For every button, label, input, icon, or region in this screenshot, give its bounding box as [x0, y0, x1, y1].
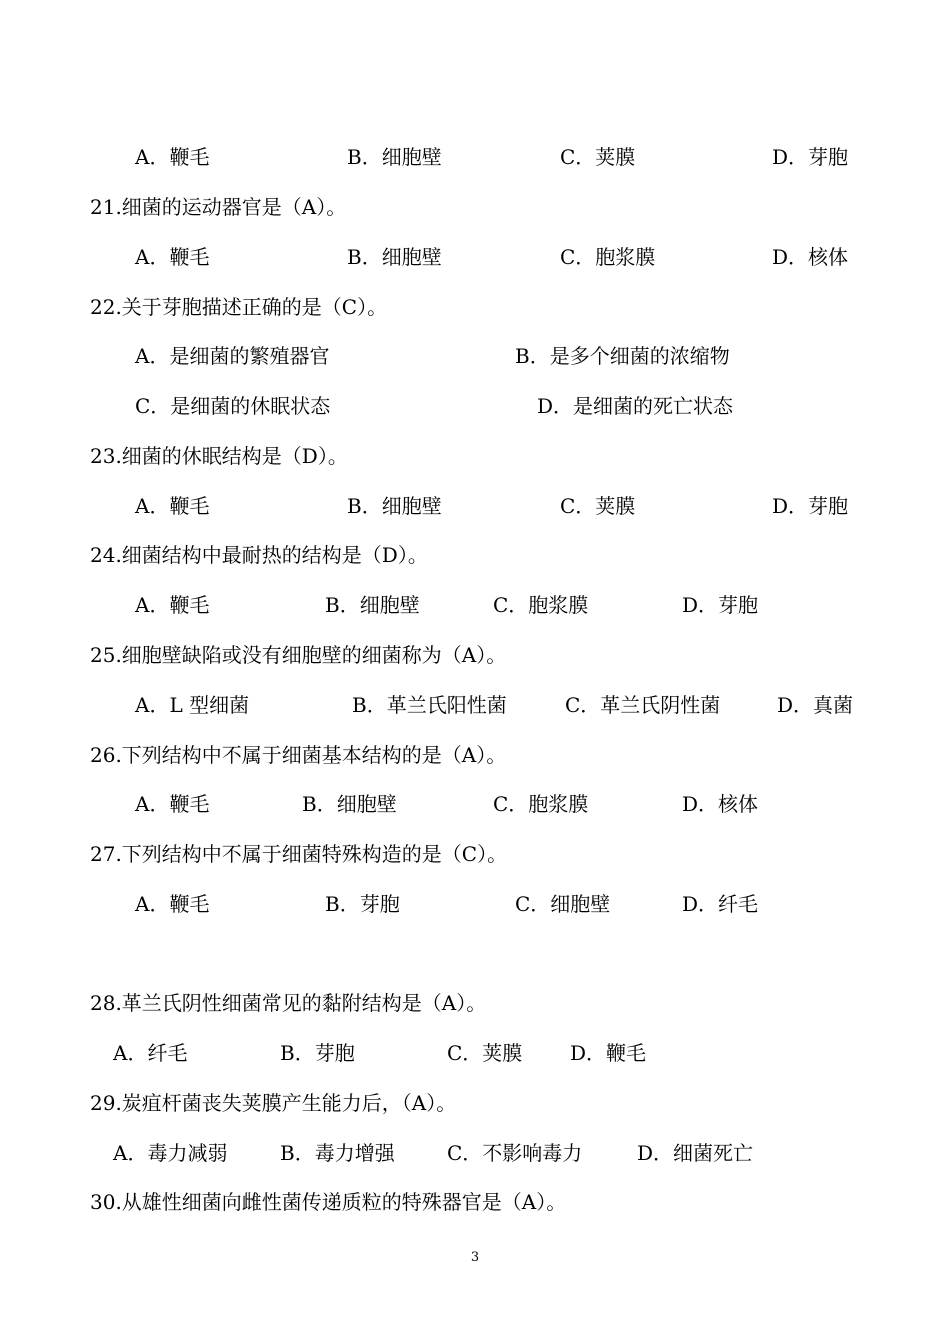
option-a: A．鞭毛: [135, 145, 210, 169]
option-a: A．是细菌的繁殖器官: [135, 344, 330, 368]
option-d: D．纤毛: [682, 892, 759, 916]
option-b: B．是多个细菌的浓缩物: [515, 344, 730, 368]
option-c: C．荚膜: [447, 1041, 523, 1065]
option-d: D．芽胞: [772, 494, 849, 518]
option-b: B．芽胞: [280, 1041, 355, 1065]
option-a: A．鞭毛: [135, 245, 210, 269]
option-d: D．是细菌的死亡状态: [537, 394, 734, 418]
option-c: C．革兰氏阴性菌: [565, 693, 721, 717]
option-b: B．细胞壁: [347, 494, 442, 518]
option-c: C．荚膜: [560, 145, 636, 169]
page-number: 3: [470, 1250, 480, 1265]
option-b: B．细胞壁: [347, 245, 442, 269]
option-d: D．芽胞: [682, 593, 759, 617]
option-a: A．鞭毛: [135, 494, 210, 518]
option-c: C．胞浆膜: [493, 792, 589, 816]
option-c: C．胞浆膜: [493, 593, 589, 617]
option-b: B．毒力增强: [280, 1141, 395, 1165]
option-a: A．L 型细菌: [135, 693, 250, 717]
question-22: 22.关于芽胞描述正确的是（C）。: [90, 295, 388, 319]
question-21: 21.细菌的运动器官是（A）。: [90, 195, 347, 219]
question-23: 23.细菌的休眠结构是（D）。: [90, 444, 348, 468]
question-30: 30.从雄性细菌向雌性菌传递质粒的特殊器官是（A）。: [90, 1190, 567, 1214]
option-c: C．是细菌的休眠状态: [135, 394, 331, 418]
question-26: 26.下列结构中不属于细菌基本结构的是（A）。: [90, 743, 507, 767]
option-b: B．细胞壁: [325, 593, 420, 617]
option-b: B．细胞壁: [347, 145, 442, 169]
option-d: D．核体: [682, 792, 759, 816]
question-28: 28.革兰氏阴性细菌常见的黏附结构是（A）。: [90, 991, 487, 1015]
option-a: A．鞭毛: [135, 792, 210, 816]
option-a: A．鞭毛: [135, 593, 210, 617]
option-b: B．芽胞: [325, 892, 400, 916]
option-d: D．细菌死亡: [637, 1141, 754, 1165]
option-a: A．毒力减弱: [113, 1141, 228, 1165]
option-d: D．鞭毛: [570, 1041, 647, 1065]
question-24: 24.细菌结构中最耐热的结构是（D）。: [90, 543, 428, 567]
option-d: D．真菌: [777, 693, 854, 717]
option-c: C．胞浆膜: [560, 245, 656, 269]
question-27: 27.下列结构中不属于细菌特殊构造的是（C）。: [90, 842, 508, 866]
option-a: A．鞭毛: [135, 892, 210, 916]
option-b: B．细胞壁: [302, 792, 397, 816]
question-25: 25.细胞壁缺陷或没有细胞壁的细菌称为（A）。: [90, 643, 507, 667]
option-c: C．不影响毒力: [447, 1141, 583, 1165]
option-c: C．荚膜: [560, 494, 636, 518]
option-b: B．革兰氏阳性菌: [352, 693, 507, 717]
option-c: C．细胞壁: [515, 892, 611, 916]
option-a: A．纤毛: [113, 1041, 188, 1065]
question-29: 29.炭疽杆菌丧失荚膜产生能力后，（A）。: [90, 1091, 457, 1115]
option-d: D．核体: [772, 245, 849, 269]
option-d: D．芽胞: [772, 145, 849, 169]
